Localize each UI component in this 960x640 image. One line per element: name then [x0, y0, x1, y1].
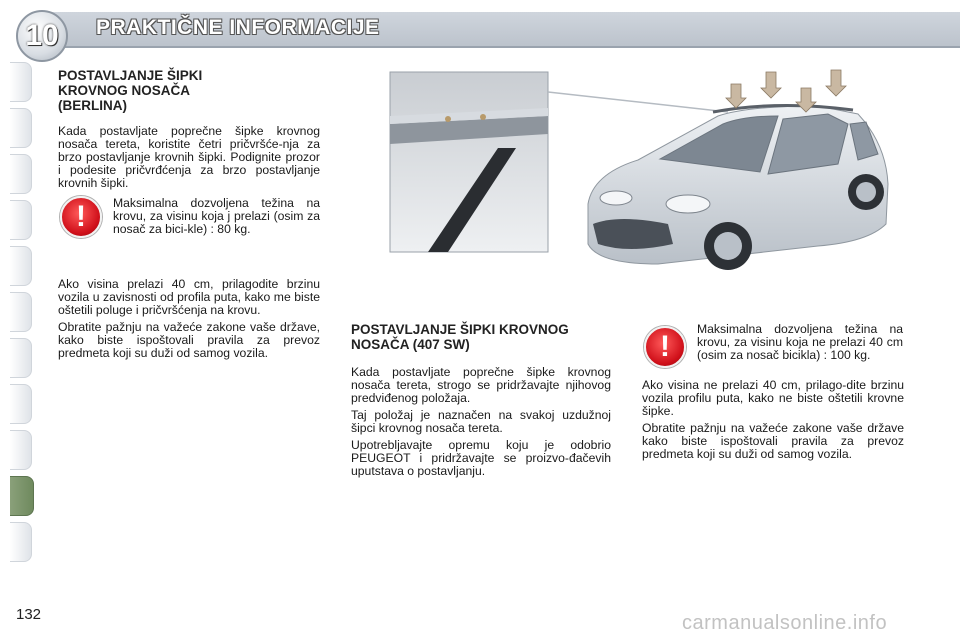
warning-text-80kg: Maksimalna dozvoljena težina na krovu, za visinu koja j prelazi (osim za nosač za bici-kle) : 80 kg. [113, 196, 320, 236]
header-underline [40, 46, 960, 48]
warning-icon: ! [60, 196, 102, 238]
berlina-law-note: Obratite pažnju na važeće zakone vaše države, kako biste ispoštovali pravila za prevoz predmeta koji su duži od samog vozila. [58, 320, 320, 360]
middle-column [351, 322, 611, 482]
arrow-icon-1 [726, 84, 746, 108]
sw-equipment-note: Upotrebljavajte opremu koju je odobrio PEUGEOT i pridržavajte se proizvo-đačevih uputstava o postavljanju. [351, 438, 611, 478]
left-column [58, 68, 320, 194]
page-number: 132 [16, 606, 42, 623]
chapter-tab-8[interactable] [10, 384, 32, 424]
chapter-tab-4[interactable] [10, 200, 32, 240]
warning-text-100kg: Maksimalna dozvoljena težina na krovu, za visinu koja ne prelazi 40 cm (osim za nosač bicikla) : 100 kg. [697, 322, 903, 362]
warning-icon: ! [644, 326, 686, 368]
berlina-speed-note: Ako visina prelazi 40 cm, prilagodite brzinu vozila u zavisnosti od profila puta, kako me biste oštetili poluge i pričvršćenja na krovu. [58, 277, 320, 317]
sw-law-note: Obratite pažnju na važeće zakone vaše države kako biste ispoštovali pravila za prevoz predmeta koji su duži od samog vozila. [642, 421, 904, 461]
berlina-intro: Kada postavljate poprečne šipke krovnog nosača tereta, koristite četri pričvršće-nja za brzo postavljanje krovnih šipki. Podignite prozor i podesite pričvrđćenja za brzo postavljanje krovnih šipki. [58, 124, 320, 190]
section-heading-berlina: POSTAVLJANJE ŠIPKI KROVNOG NOSAČA (BERLINA) [58, 68, 203, 113]
chapter-tab-3[interactable] [10, 154, 32, 194]
chapter-tab-9[interactable] [10, 430, 32, 470]
roof-rail-detail-inset [390, 72, 548, 252]
chapter-tab-2[interactable] [10, 108, 32, 148]
chapter-tab-7[interactable] [10, 338, 32, 378]
chapter-tab-10-active[interactable] [10, 476, 34, 516]
right-column [642, 379, 904, 465]
arrow-icon-2 [761, 72, 781, 98]
roof-bars-car-illustration [388, 64, 898, 304]
arrow-icon-4 [826, 70, 846, 96]
chapter-tab-5[interactable] [10, 246, 32, 286]
watermark: carmanualsonline.info [682, 612, 888, 634]
chapter-tab-1[interactable] [10, 62, 32, 102]
chapter-tab-11[interactable] [10, 522, 32, 562]
chapter-tab-6[interactable] [10, 292, 32, 332]
peugeot-407-sw-car [588, 105, 888, 270]
chapter-badge: 10 [16, 10, 68, 62]
section-heading-407-sw: POSTAVLJANJE ŠIPKI KROVNOG NOSAČA (407 SW) [351, 322, 569, 352]
sw-position-note: Taj položaj je naznačen na svakoj uzdužnoj šipci krovnog nosača tereta. [351, 408, 611, 435]
sw-intro: Kada postavljate poprečne šipke krovnog nosača tereta, strogo se pridržavajte njihovog predviđenog položaja. [351, 365, 611, 405]
page-title: PRAKTIČNE INFORMACIJE [96, 16, 380, 39]
chapter-tabs [10, 62, 32, 582]
inset-connector-line [548, 92, 728, 112]
sw-speed-note: Ako visina ne prelazi 40 cm, prilago-dite brzinu vozila profilu puta, kako ne biste oštetili krovne šipke. [642, 378, 904, 418]
left-column-lower [58, 278, 320, 364]
